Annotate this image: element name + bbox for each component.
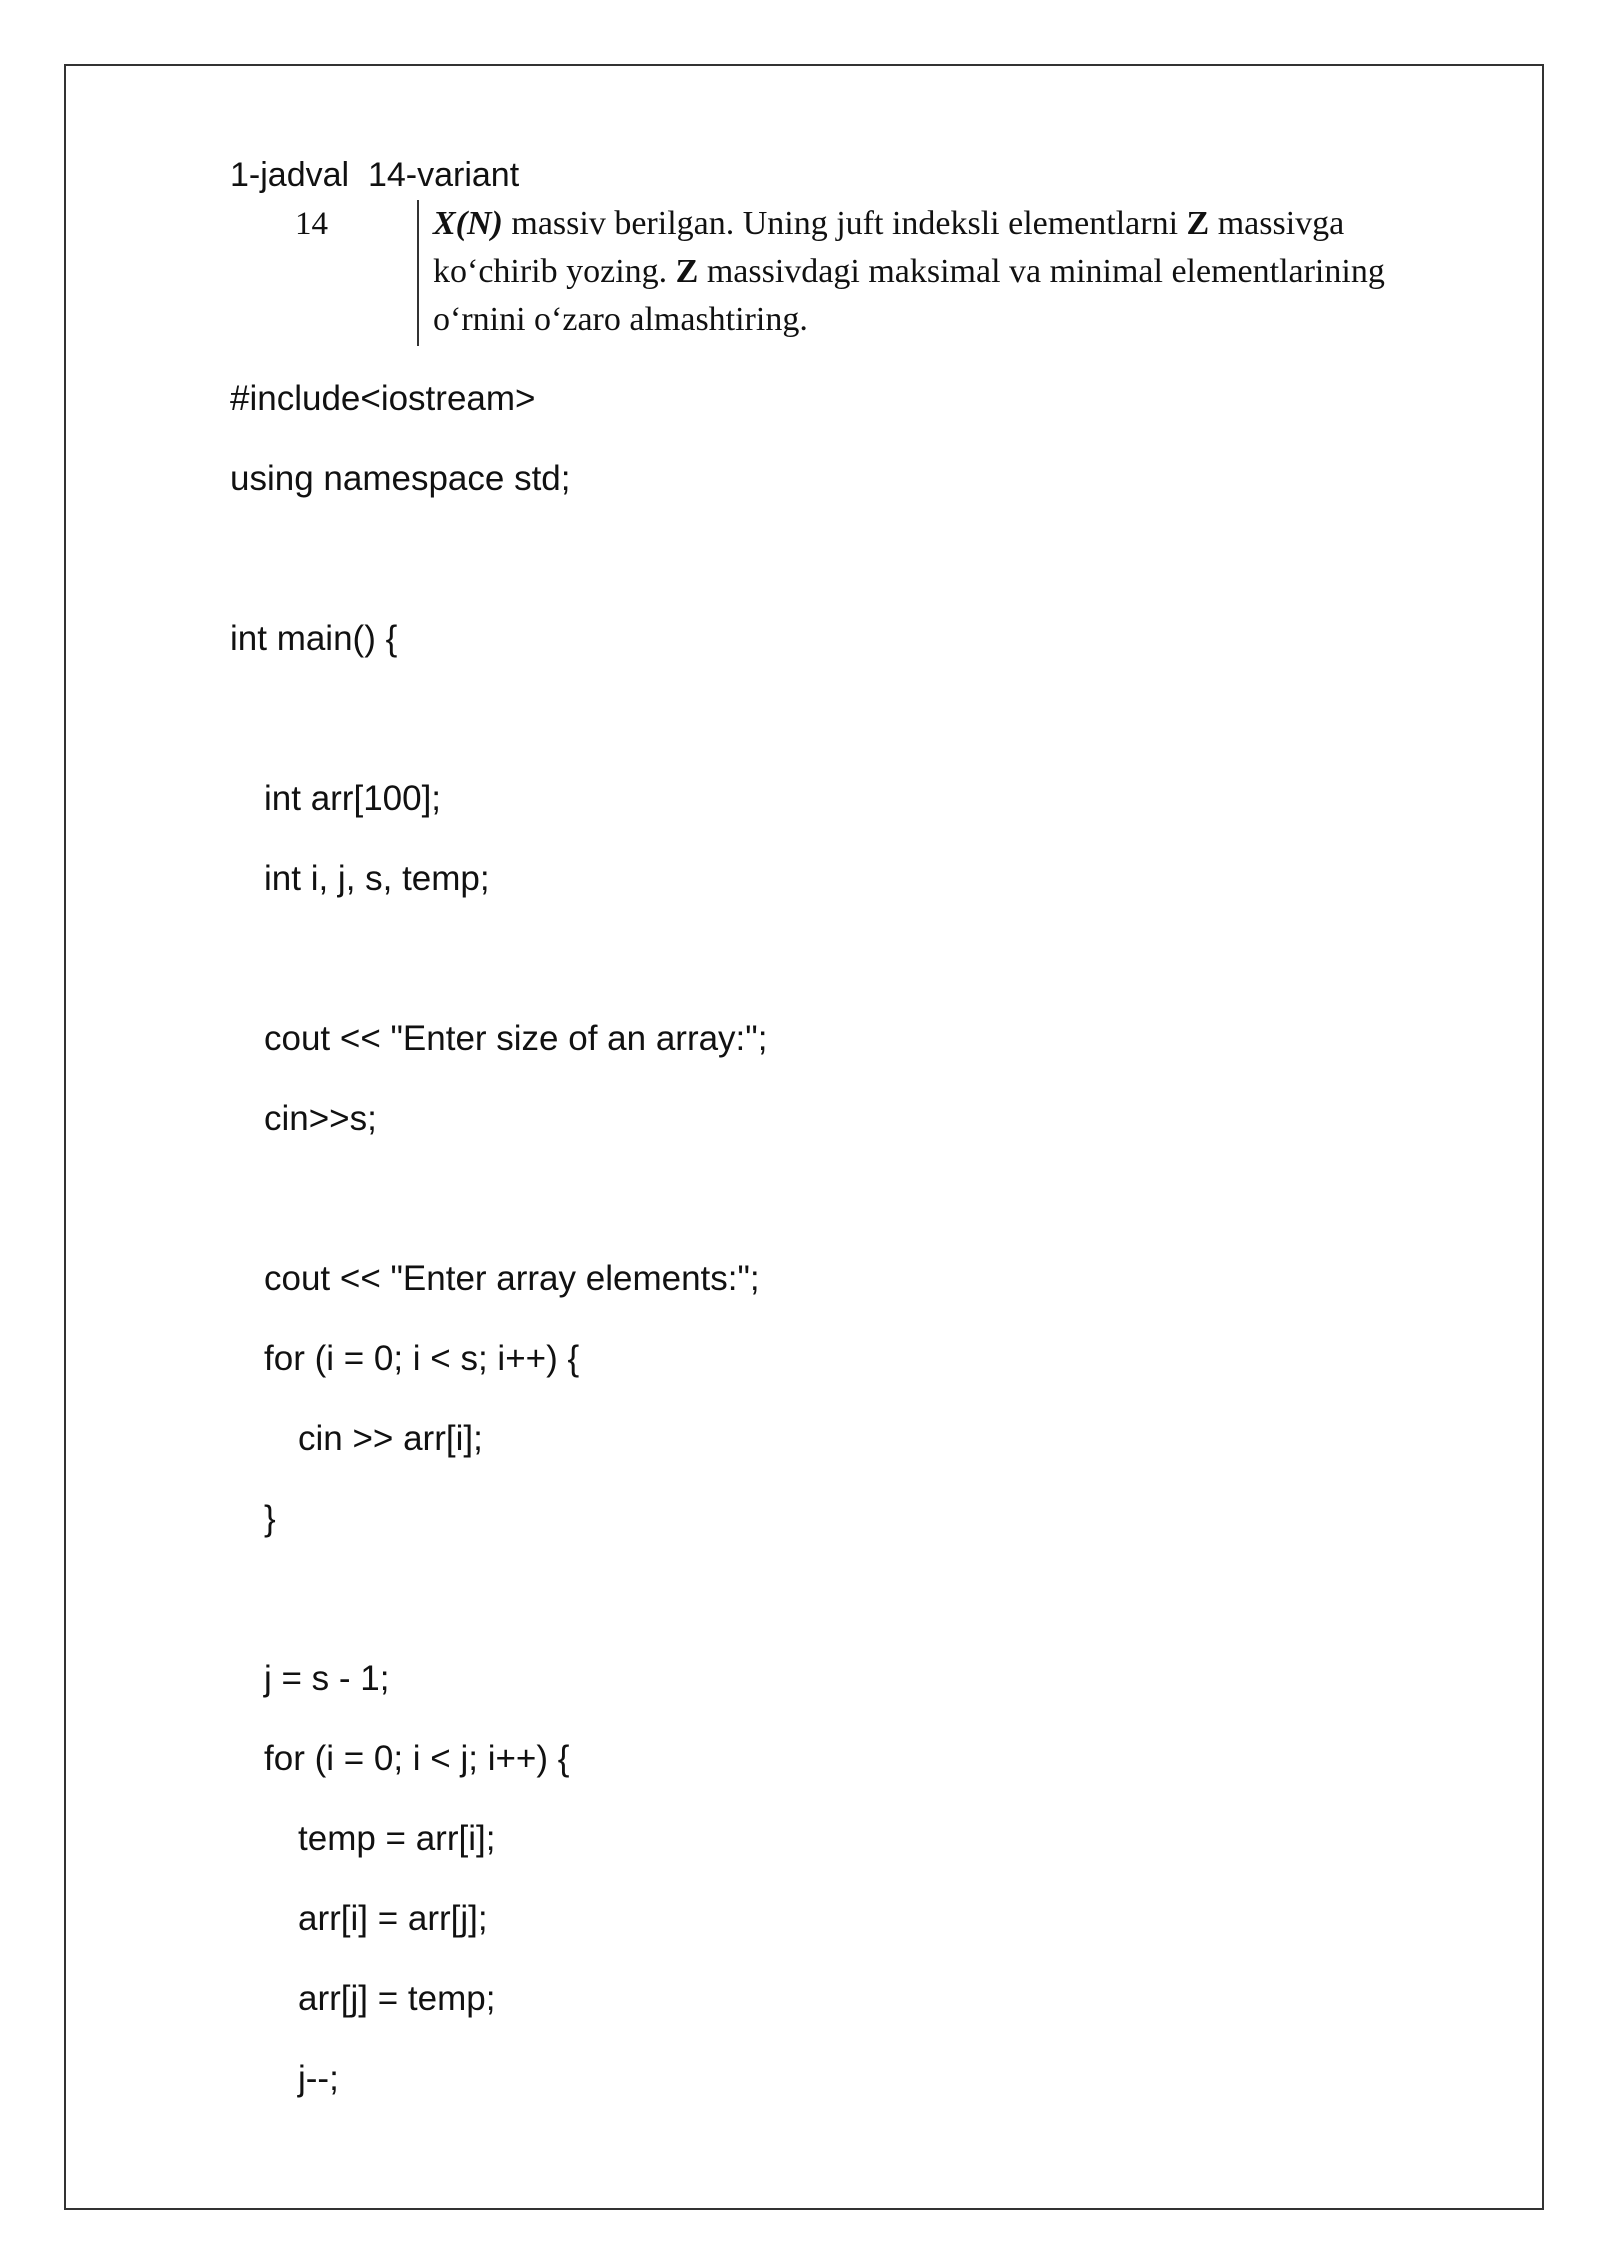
code-line: j = s - 1;	[264, 1659, 390, 1698]
code-line: using namespace std;	[230, 459, 571, 498]
code-line: for (i = 0; i < j; i++) {	[264, 1739, 570, 1778]
code-line: for (i = 0; i < s; i++) {	[264, 1339, 580, 1378]
task-line-1: X(N) massiv berilgan. Uning juft indeksli elementlarni Z massivga	[433, 205, 1345, 242]
document-heading: 1-jadval 14-variant	[230, 156, 520, 194]
code-line	[230, 1176, 767, 1256]
code-line: int main() {	[230, 619, 398, 658]
code-line: j--;	[298, 2059, 339, 2098]
task-number: 14	[295, 206, 328, 242]
code-line: int arr[100];	[264, 779, 442, 818]
task-text	[433, 200, 1533, 344]
code-line: int i, j, s, temp;	[264, 859, 490, 898]
code-line: arr[j] = temp;	[298, 1979, 496, 2018]
code-line	[230, 936, 767, 1016]
code-line: arr[i] = arr[j];	[298, 1899, 488, 1938]
array-variable: X(N)	[433, 205, 503, 242]
task-statement	[230, 200, 1530, 350]
code-line: temp = arr[i];	[298, 1819, 496, 1858]
array-z: Z	[675, 253, 699, 290]
table-divider	[417, 200, 419, 346]
code-block	[230, 376, 767, 2136]
code-line: #include<iostream>	[230, 379, 536, 418]
code-line	[230, 536, 767, 616]
code-line	[230, 1576, 767, 1656]
code-line	[230, 696, 767, 776]
code-line: cout << "Enter array elements:";	[264, 1259, 760, 1298]
task-line-3: o‘rnini o‘zaro almashtiring.	[433, 301, 808, 338]
code-line: cout << "Enter size of an array:";	[264, 1019, 768, 1058]
code-line: cin >> arr[i];	[298, 1419, 483, 1458]
task-line-2: ko‘chirib yozing. Z massivdagi maksimal va minimal elementlarining	[433, 253, 1385, 290]
code-line: }	[264, 1499, 276, 1538]
code-line: cin>>s;	[264, 1099, 377, 1138]
array-z: Z	[1186, 205, 1210, 242]
